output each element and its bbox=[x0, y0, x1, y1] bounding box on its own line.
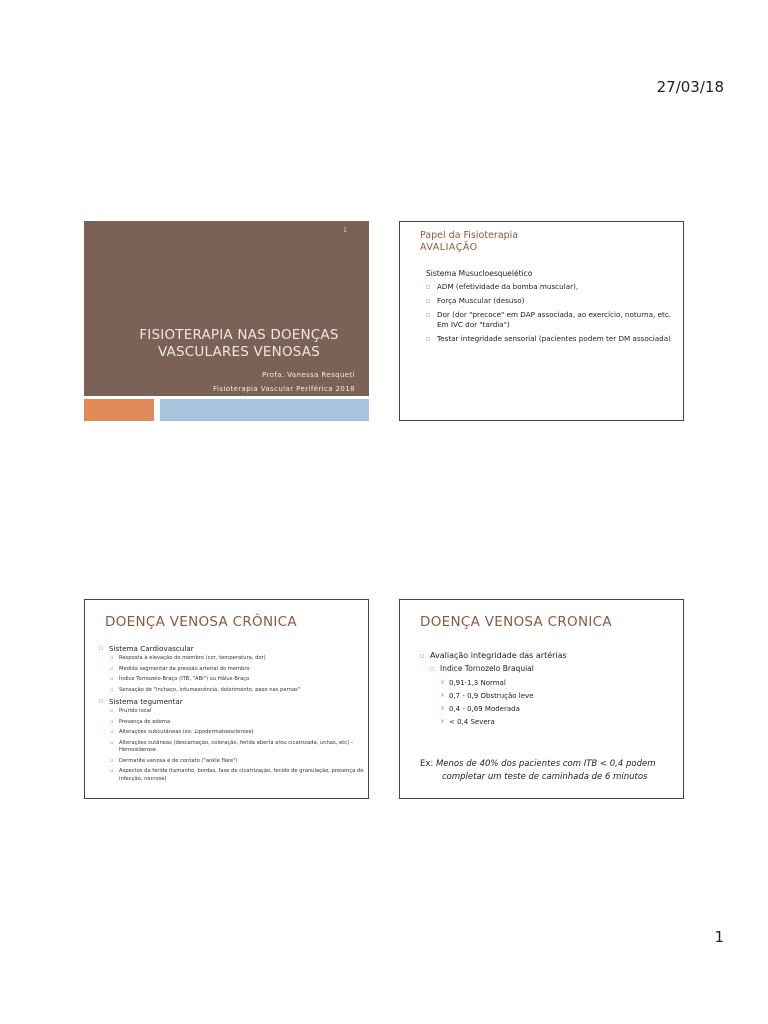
blue-accent-bar bbox=[160, 399, 369, 421]
square-bullet-icon: ▫ bbox=[110, 768, 114, 774]
slide-subheading: AVALIAÇÃO bbox=[420, 242, 478, 253]
x-bullet-icon: × bbox=[440, 679, 446, 686]
list-item: ▫ Testar integridade sensorial (pacientes podem ter DM associada) bbox=[426, 334, 671, 343]
slide-doenca-venosa-cronica bbox=[84, 599, 369, 799]
square-bullet-icon: ▫ bbox=[110, 708, 114, 714]
example-note bbox=[420, 758, 680, 784]
list-item: ▫ Resposta à elevação do membro (cor, temperatura, dor) bbox=[110, 655, 266, 661]
slide-title bbox=[84, 221, 369, 421]
x-bullet-icon: × bbox=[440, 705, 446, 712]
slide-number: 1 bbox=[343, 227, 347, 234]
example-line-2: completar um teste de caminhada de 6 minutos bbox=[442, 772, 648, 782]
author: Profa. Vanessa Resqueti bbox=[262, 371, 355, 379]
square-bullet-icon: ▫ bbox=[110, 655, 114, 661]
slide-avaliacao bbox=[399, 221, 684, 421]
square-bullet-icon: ▫ bbox=[430, 665, 435, 673]
x-bullet-icon: × bbox=[440, 718, 446, 725]
list-item: ▫ Índice Tornozelo-Braço (ITB, "ABI") ou Hálux-Braço bbox=[110, 676, 250, 682]
list-item: ▫ ADM (efetividade da bomba muscular), bbox=[426, 282, 579, 291]
square-bullet-icon: ▫ bbox=[110, 665, 114, 672]
itb-ranges bbox=[440, 678, 533, 730]
handout-date: 27/03/18 bbox=[656, 78, 724, 96]
square-bullet-icon: ▫ bbox=[110, 729, 114, 735]
example-label: Ex: bbox=[420, 759, 434, 769]
square-bullet-icon: ▫ bbox=[426, 335, 431, 343]
square-bullet-icon: ▫ bbox=[99, 644, 104, 652]
slide-heading: DOENÇA VENOSA CRONICA bbox=[420, 614, 612, 630]
square-bullet-icon: ▫ bbox=[110, 676, 114, 682]
example-line-1: Menos de 40% dos pacientes com ITB < 0,4 podem bbox=[435, 759, 656, 769]
level1-item: ▫ Avaliação integridade das artérias bbox=[420, 651, 567, 660]
list-item: × 0,91-1,3 Normal bbox=[440, 679, 506, 687]
list-item: ▫ Prurido local bbox=[110, 708, 152, 714]
list-item: ▫ Força Muscular (desuso) bbox=[426, 296, 525, 305]
square-bullet-icon: ▫ bbox=[110, 739, 114, 746]
square-bullet-icon: ▫ bbox=[110, 757, 114, 764]
list-item: ▫ Alterações cutâneas (descamação, coloração, ferida aberta e/ou cicatrizada, unhas, etc) – Hemosiderose bbox=[110, 739, 354, 753]
page-number: 1 bbox=[714, 928, 724, 946]
x-bullet-icon: × bbox=[440, 692, 446, 699]
slide-body bbox=[99, 644, 364, 786]
bullet-list bbox=[426, 282, 676, 348]
list-item: ▫ Sensação de "inchaço, intumescência, dolorimento, peso nas pernas" bbox=[110, 686, 301, 693]
square-bullet-icon: ▫ bbox=[110, 718, 114, 725]
list-item: ▫ Alterações subcutâneas (ex: Lipodermatoesclerose) bbox=[110, 729, 254, 735]
list-item: ▫ Dermatite venosa e de contato ("ankle flare") bbox=[110, 757, 238, 764]
orange-accent-bar bbox=[84, 399, 154, 421]
list-item: ▫ Dor (dor "precoce" em DAP associada, ao exercício, noturna, etc. Em IVC dor "tardia") bbox=[426, 310, 672, 329]
square-bullet-icon: ▫ bbox=[426, 283, 431, 291]
square-bullet-icon: ▫ bbox=[99, 697, 104, 705]
list-item: ▫ Aspectos da ferida (tamanho, bordas, fase de cicatrização, tecido de granulação, presença de infecção, necrose) bbox=[110, 768, 364, 782]
list-item: × < 0,4 Severa bbox=[440, 718, 495, 726]
list-item: × 0,4 - 0,69 Moderada bbox=[440, 705, 520, 713]
list-item: ▫ Presença de edema bbox=[110, 718, 171, 725]
slide-heading: DOENÇA VENOSA CRÔNICA bbox=[105, 614, 297, 630]
title-line-1: FISIOTERAPIA NAS DOENÇAS bbox=[139, 327, 339, 343]
slide-itb bbox=[399, 599, 684, 799]
square-bullet-icon: ▫ bbox=[110, 686, 114, 693]
square-bullet-icon: ▫ bbox=[426, 311, 431, 319]
slide-heading: Papel da Fisioterapia bbox=[420, 230, 519, 241]
square-bullet-icon: ▫ bbox=[426, 297, 431, 305]
square-bullet-icon: ▫ bbox=[420, 652, 425, 660]
level2-item: ▫ Indice Tornozelo Braquial bbox=[430, 664, 534, 673]
course-name: Fisioterapia Vascular Periférica 2018 bbox=[213, 385, 355, 393]
list-item: × 0,7 - 0,9 Obstrução leve bbox=[440, 692, 534, 700]
title-line-2: VASCULARES VENOSAS bbox=[157, 344, 321, 360]
section-label: Sistema Musucloesquelético bbox=[426, 269, 533, 278]
list-item: ▫ Medida segmentar da pressão arterial do membro bbox=[110, 665, 250, 672]
section-label: ▫ Sistema Cardiovascular bbox=[99, 644, 194, 653]
slide-title-text bbox=[114, 327, 364, 361]
section-label: ▫ Sistema tegumentar bbox=[99, 697, 183, 706]
